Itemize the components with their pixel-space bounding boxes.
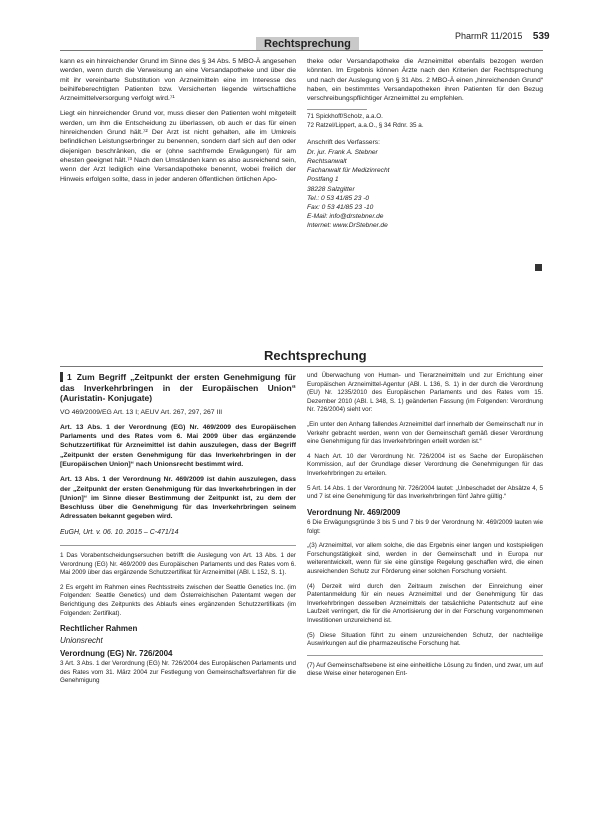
email-link[interactable]: E-Mail: info@drstebner.de: [307, 213, 384, 221]
paragraph: kann es ein hinreichender Grund im Sinne des § 34 Abs. 5 MBO-Ä angesehen werden, wenn durch die Verweisung an eine Versandapotheke und über die mit ihr vereinbarte Substitution von Arzneimitteln eine im Interesse des beihilfeberechtigten Patienten bzw. Versicherten liegende wirtschaftliche Arzneimittelversorgung verfolgt wird.⁷¹: [60, 58, 296, 103]
paragraph: und Überwachung von Human- und Tierarzneimitteln und zur Errichtung einer Europäischen Arzneimittel-Agentur (ABl. L 136, S. 1) in der durch die Verordnung (EU) Nr. 1235/2010 des Europäischen Parlaments und des Rates vom 15. Dezember 2010 (ABl. L 348, S. 1) geänderten Fassung (im Folgenden: Verordnung Nr. 726/2004) sieht vor:: [307, 372, 543, 414]
case-source: EuGH, Urt. v. 06. 10. 2015 – C-471/14: [60, 528, 179, 536]
case-citation: VO 469/2009/EG Art. 13 I; AEUV Art. 267, 297, 267 III: [60, 408, 223, 416]
journal-name: PharmR 11/2015: [455, 31, 523, 41]
footnote-72: 72 Ratzel/Lippert, a.a.O., § 34 Rdnr. 35 a.: [307, 121, 424, 129]
bottom-left-column: [60, 372, 296, 692]
subheading: Rechtlicher Rahmen: [60, 624, 138, 634]
section-rule: [60, 366, 543, 367]
address-line: Tel.: 0 53 41/85 23 -0: [307, 194, 370, 202]
subheading: Verordnung (EG) Nr. 726/2004: [60, 648, 173, 658]
address-line: Fax: 0 53 41/85 23 -10: [307, 203, 374, 211]
footnote-71: 71 Spickhoff/Scholz, a.a.O.: [307, 113, 383, 121]
paragraph: 3 Art. 3 Abs. 1 der Verordnung (EG) Nr. 726/2004 des Europäischen Parlaments und des Rates vom 31. März 2004 zur Festlegung von Gemeinschaftsverfahren für die Genehmigung: [60, 660, 296, 685]
paragraph: 5 Art. 14 Abs. 1 der Verordnung Nr. 726/2004 lautet: „Unbeschadet der Absätze 4, 5 und 7 ist eine Genehmigung für das Inverkehrbringen fünf Jahre gültig.“: [307, 484, 543, 501]
paragraph: 2 Es ergeht im Rahmen eines Rechtsstreits zwischen der Seattle Genetics Inc. (im Folgenden: Seattle Genetics) und dem Österreichischen Patentamt wegen der Berichtigung des Zeitpunkts des Ablaufs eines ergänzenden Schutzzertifikats (im Folgenden: Zertifikat).: [60, 583, 296, 617]
paragraph: Liegt ein hinreichender Grund vor, muss dieser den Patienten wohl mitgeteilt werden, um ihm die Entscheidung zu überlassen, ob auch er das für einen hinreichenden Grund hält.⁷² Der Arzt ist nicht gehalten, alle im Umkreis befindlichen Leistungserbringer zu benennen, sondern darf sich auf den oder diejenigen beschränken, die er (ohne sachfremde Erwägungen) für am ehesten geeignet hält.⁷³ Nach den Umständen kann es also ausreichend sein, wenn der Arzt lediglich eine Versandapotheke benennt, wobei freilich der Hinweis erfolgen sollte, dass in jeder anderen öffentlichen örtlichen Apo-: [60, 110, 296, 183]
paragraph: (5) Diese Situation führt zu einem unzureichenden Schutz, der nachteilige Auswirkungen auf die pharmazeutische Forschung hat.: [307, 631, 543, 648]
case-number: 1: [67, 372, 72, 382]
address-line: 38228 Salzgitter: [307, 185, 355, 193]
divider: [60, 545, 296, 546]
address-line: Dr. jur. Frank A. Stebner: [307, 148, 378, 156]
address-line: Rechtsanwalt: [307, 157, 347, 165]
running-header-section: Rechtsprechung: [256, 37, 359, 51]
divider: [307, 655, 543, 656]
paragraph: theke oder Versandapotheke die Arzneimittel ebenfalls bezogen werden könnten. Im Ergebnis können Ärzte nach den Kriterien der Rechtsprechung und nach der Auslegung von § 31 Abs. 2 MBO-Ä einen „hinreichenden Grund“ haben, ein bestimmtes Versandapotheken ihren Patienten für den Bezug verschreibungspflichtiger Arzneimittel zu empfehlen.: [307, 58, 543, 103]
paragraph: 4 Nach Art. 10 der Verordnung Nr. 726/2004 ist es Sache der Europäischen Kommission, auf der Grundlage dieser Verordnung die Genehmigungen für das Inverkehrbringen zu erteilen.: [307, 452, 543, 477]
paragraph: (7) Auf Gemeinschaftsebene ist eine einheitliche Lösung zu finden, und zwar, um auf diese Weise einer heterogenen Ent-: [307, 661, 543, 678]
top-right-column: [307, 57, 543, 231]
paragraph: „(3) Arzneimittel, vor allem solche, die das Ergebnis einer langen und kostspieligen Forschungstätigkeit sind, werden in der Gemeinschaft und in Europa nur weiterentwickelt, wenn für sie eine günstige Regelung geschaffen wird, die einen ausreichenden Schutz zur Förderung einer solchen Forschung vorsieht.: [307, 542, 543, 575]
address-heading: Anschrift des Verfassers:: [307, 139, 380, 147]
subheading: Verordnung Nr. 469/2009: [307, 507, 401, 517]
headnote: Art. 13 Abs. 1 der Verordnung (EG) Nr. 469/2009 des Europäischen Parlaments und des Rates vom 6. Mai 2009 über das ergänzende Schutzzertifikat für Arzneimittel ist dahin auszulegen, dass der Begriff „Zeitpunkt der ersten Genehmigung für das Inverkehrbringen in der [Europäischen Union]“ nach Unionsrecht bestimmt wird.: [60, 423, 296, 468]
case-marker: [60, 372, 63, 382]
case-heading: [60, 372, 296, 404]
bottom-right-column: [307, 372, 543, 685]
paragraph: 1 Das Vorabentscheidungsersuchen betrifft die Auslegung von Art. 13 Abs. 1 der Verordnung (EG) Nr. 469/2009 des Europäischen Parlaments und des Rates vom 6. Mai 2009 über das ergänzende Schutzzertifikat für Arzneimittel (ABl. L 152, S. 1).: [60, 552, 296, 577]
running-header-journal: [455, 31, 550, 42]
page-number: 539: [532, 31, 550, 42]
subheading: Unionsrecht: [60, 635, 103, 645]
case-title: Zum Begriff „Zeitpunkt der ersten Genehmigung für das Inverkehrbringen in der Europäischen Union“ (Auristatin- Konjugate): [60, 372, 296, 403]
address-line: Fachanwalt für Medizinrecht: [307, 167, 390, 175]
paragraph: (4) Derzeit wird durch den Zeitraum zwischen der Einreichung einer Patentanmeldung für ein neues Arzneimittel und der Genehmigung für das Inverkehrbringen desselben Arzneimittels der tatsächliche Patentschutz auf eine Laufzeit verringert, die für die Amortisierung der in der Forschung vorgenommenen Investitionen unzureichend ist.: [307, 582, 543, 624]
article-end-mark: [535, 264, 542, 271]
header-rule: [60, 50, 543, 51]
top-left-column: [60, 57, 296, 190]
address-line: Postfang 1: [307, 176, 339, 184]
section-title: Rechtsprechung: [264, 348, 367, 363]
headnote: Art. 13 Abs. 1 der Verordnung Nr. 469/2009 ist dahin auszulegen, dass der „Zeitpunkt der ersten Genehmigung für das Inverkehrbringen in der [Union]“ im Sinne dieser Bestimmung der Zeitpunkt ist, zu dem der Beschluss über die Genehmigung für das Inverkehrbringen seinem Adressaten bekannt gegeben wird.: [60, 476, 296, 521]
paragraph: „Ein unter den Anhang fallendes Arzneimittel darf innerhalb der Gemeinschaft nur in Verkehr gebracht werden, wenn von der Gemeinschaft gemäß dieser Verordnung eine Genehmigung für das Inverkehrbringen erteilt worden ist.“: [307, 420, 543, 446]
footnote-rule: [307, 109, 367, 110]
paragraph: 6 Die Erwägungsgründe 3 bis 5 und 7 bis 9 der Verordnung Nr. 469/2009 lauten wie folgt:: [307, 519, 543, 535]
website-link[interactable]: Internet: www.DrStebner.de: [307, 222, 388, 230]
author-address: [307, 138, 543, 230]
